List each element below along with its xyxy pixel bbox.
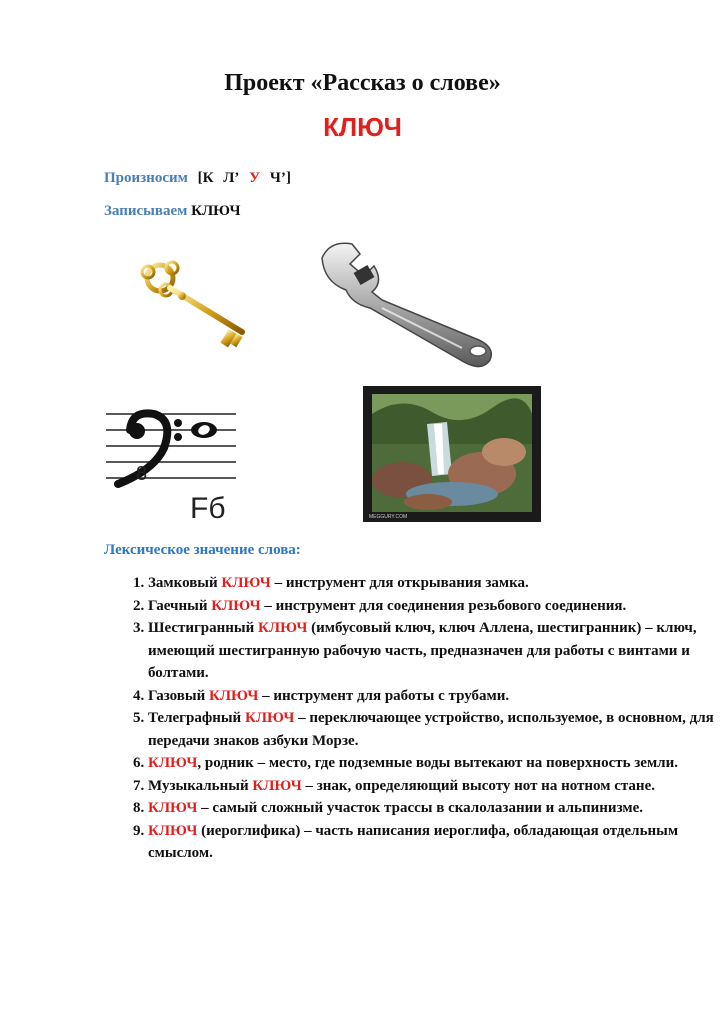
golden-key-image [130, 250, 255, 355]
definition-prefix: Гаечный [148, 597, 212, 614]
definition-text: , родник – место, где подземные воды вытекают на поверхность земли. [197, 755, 678, 771]
definition-text: – инструмент для работы с трубами. [258, 687, 510, 704]
clef-octave-number: 8 [136, 463, 148, 485]
definition-item [148, 797, 718, 820]
definition-keyword: КЛЮЧ [209, 687, 259, 704]
pronunciation-label: Произносим [104, 170, 188, 186]
definition-item [148, 752, 718, 775]
definition-item [148, 707, 718, 752]
definition-keyword: КЛЮЧ [221, 575, 271, 591]
wrench-image [312, 238, 502, 370]
photo-watermark: MEGGURY.COM [369, 514, 408, 520]
phoneme-ch: Ч’ [269, 170, 286, 186]
spring-photo [363, 386, 541, 522]
definition-prefix: Газовый [148, 687, 209, 704]
page-title: Проект «Рассказ о слове» [224, 70, 501, 96]
spelling-label: Записываем [104, 203, 188, 219]
definition-item [148, 617, 718, 685]
definition-keyword: КЛЮЧ [244, 710, 295, 726]
phoneme-k: К [202, 170, 214, 186]
definition-prefix: Шестигранный [148, 620, 259, 636]
definition-keyword: КЛЮЧ [252, 777, 302, 794]
definition-item [148, 775, 718, 798]
definitions-list [104, 572, 718, 865]
definition-text: – самый сложный участок трассы в скалолазании и альпинизме. [197, 800, 644, 816]
lexical-heading: Лексическое значение слова: [104, 542, 301, 558]
definition-item [148, 572, 718, 595]
definition-keyword: КЛЮЧ [148, 822, 198, 839]
definition-keyword: КЛЮЧ [211, 597, 261, 614]
pronunciation-line [104, 170, 291, 187]
definition-item [148, 820, 718, 865]
definition-prefix: Телеграфный [148, 710, 245, 726]
definition-text: – инструмент для соединения резьбового соединения. [260, 597, 627, 614]
definition-keyword: КЛЮЧ [148, 800, 198, 816]
spelling-line [104, 203, 241, 220]
definition-keyword: КЛЮЧ [148, 755, 198, 771]
definition-text: – инструмент для открывания замка. [270, 575, 529, 591]
transcription-open: [ [197, 170, 203, 186]
definition-text: (иероглифика) – часть написания иероглифа, обладающая отдельным смыслом. [148, 822, 679, 861]
definition-prefix: Музыкальный [148, 777, 253, 794]
clef-caption: Fб [190, 492, 226, 525]
definition-prefix: Замковый [148, 575, 222, 591]
transcription-close: ] [285, 170, 291, 186]
definition-keyword: КЛЮЧ [258, 620, 308, 636]
featured-word: КЛЮЧ [323, 112, 402, 142]
spring-photo-scene [372, 394, 532, 512]
definition-item [148, 595, 718, 618]
definition-text: – переключающее устройство, используемое, в основном, для передачи знаков азбуки Морзе. [148, 710, 714, 749]
definition-text: – знак, определяющий высоту нот на нотном стане. [301, 777, 655, 794]
phoneme-l: Л’ [223, 170, 240, 186]
phoneme-u: У [249, 170, 261, 186]
definition-item [148, 685, 718, 708]
definition-text: (имбусовый ключ, ключ Аллена, шестигранник) – ключ, имеющий шестигранную рабочую часть, предназначен для работы с винтами и болтами. [148, 620, 697, 681]
spelling-value: КЛЮЧ [191, 203, 241, 219]
